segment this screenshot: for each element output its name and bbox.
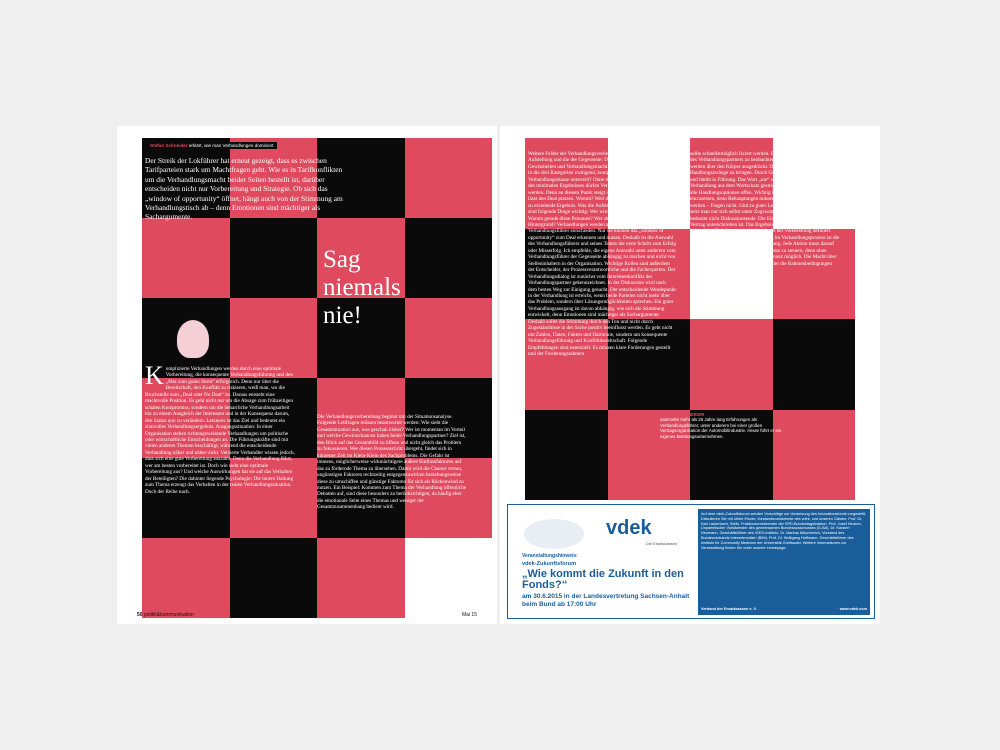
body-column-2: Die Verhandlungsvorbereitung beginnt mit der Situationsanalyse. Folgende Leitfragen müssen beantwortet werden: Wie sieht die Gesamtsituation aus, was geschah bisher? Wer ist momentan im Vorteil und welche Gewinnchancen haben beide Verhandlungspartner? Ziel ist, den Blick auf das Gesamtbild zu öffnen und nicht gleich das Problem zu fokussieren. Wer diesen Prozessschritt übergeht, findet sich in kürzester Zeit im Klein-Klein des Sachproblems. Die Gefahr ist immens, möglicherweise wirkmächtigere äußere Einflussfaktoren auf das zu fördernde Thema zu übersehen. Damit wird die Chance vertan, ungünstigen Faktoren rechtzeitig entgegenzuwirken beziehungsweise diese zu umschiffen und günstige Faktoren für sich als Rückenwind zu nutzen. Ein Beispiel: Kommen zum Thema der Verhandlung öffentliche Debatten auf, sind diese besonders zu berücksichtigen, da häufig eher die emotionale Seite eines Themas und weniger der Gesamtzusammenhang bedient wird.: [317, 414, 467, 511]
ad-date: am 30.6.2015 in der Landesvertretung Sachsen-Anhalt beim Bund ab 17:00 Uhr: [522, 593, 690, 608]
ad-title: „Wie kommt die Zukunft in den Fonds?“: [522, 568, 684, 591]
issue-label: Mai 15: [461, 612, 477, 618]
ad-left-panel: [516, 513, 696, 610]
vdek-advertisement: [507, 504, 875, 619]
byline: Stefan Schneider erklärt, wie man Verhandlungen dominiert: [147, 142, 277, 149]
ad-tag: Anzeige: [528, 494, 543, 499]
headline: Sag niemals nie!: [323, 246, 401, 329]
ad-footer-left: Verband der Ersatzkassen e. V.: [701, 607, 757, 612]
body-column-3: Weitere Felder der Verhandlungsvorbereitung sind die eigene Aufstellung und die der Gegenseite: Dazu gehören Motive, Gewissheiten und Verhandlungsmacht. Sind die Forderungen klar und in die drei Kategorien zwingend, kompromissfähig und reine Verhandlungsmasse unterteilt? Ohne die Definition des maximalen und des minimalen Ergebnisses dürfen Verhandlungen nicht begonnen werden. Denn an diesem Punkt steigt der Verhandlungsführer aus und lässt den Deal platzen. Warum? Weil der Status quo besser ist als das zu erzielende Ergebnis. Was die Aufstellung der Gegenseite angeht, sind folgende Dinge wichtig: Wer wird am Verhandlungstisch sitzen? Warum gerade diese Personen? Wer sitzt (als Entscheider) im Hintergrund? Verhandlungen werden am Ende immer durch die Verhandlungsführer entschieden. Nur sie können das „window of opportunity“ zum Deal erkennen und nutzen. Deshalb ist die Auswahl des Verhandlungsführers und seines Teams der erste Schritt zum Erfolg oder Misserfolg. Ich empfehle, die eigene Auswahl unter anderem vom Verhandlungsführer der Gegenseite abhängig zu machen und nicht von Stelleninhabern in der Organisation. Wichtige Rollen sind außerdem der Entscheider, der Prozessverantwortliche und die Fachexperten. Der Verhandlungsdialog ist zunächst vom Interessenkonflikt der Verhandlungspartner gekennzeichnet. In der Diskussion wird nach dem besten Weg zur Einigung gesucht. Der entscheidende Wendepunkt in der Verhandlung ist erreicht, wenn beide Parteien nicht mehr über das Problem, sondern über Lösungsmöglichkeiten sprechen. Ein guter Verhandlungsausgang ist davon abhängig, wie sich die Stimmung entwickelt, denn Emotionen sind mächtiger als Sachargumente. Deshalb sollte die Stimmung durch den Ton und nicht durch Zugeständnisse in der Sache positiv beeinflusst werden. Es geht nicht um Zahlen, Daten, Fakten und Harmonie, sondern um konsequente Verhandlungsführung und Konfliktbereitschaft. Folgende Empfehlungen sind essenziell: Es müssen klare Forderungen gestellt und der Forderungsrahmen: [528, 151, 676, 358]
ad-label: Veranstaltungshinweis:: [522, 553, 578, 559]
body-column-1: Komplizierte Verhandlungen werden durch eine optimale Vorbereitung, die konsequente Verhandlungsführung und den „Mut zum guten Streit“ erfolgreich. Denn nur über die Bereitschaft, den Konflikt zu riskieren, weiß man, wo die Bruchstelle zum „Deal oder No Deal“ ist. Daraus entsteht eine machtvolle Position. Es geht nicht nur um die Absage zum frühzeitigen schalen Kompromiss, sondern um die beharrliche Verhandlungsarbeit hin zu einem Ausgleich der Interessen und in der Konsequenz darum, den Status quo zu verändern. Letzteres ist das Ziel und bedeutet ein sinnvolles Verhandlungsergebnis. Ausgangssituation: In einer Organisation stehen richtungsweisende Verhandlungen um politische oder wirtschaftliche Entscheidungen an. Die Führungskräfte sind mit vielen anderen Themen beschäftigt, während die entscheidende Verhandlung näher und näher rückt. Versierte Verhandler wissen jedoch, dass sich eine gute Vorbereitung auszahlt. Denn die Verhandlung führt, wer am besten vorbereitet ist. Doch wie sieht eine optimale Vorbereitung aus? Und welche Auswirkungen hat sie auf das Verhalten der Beteiligten? Die dahinter liegende Psychologie: Die innere Haltung zum Thema erzeugt das Verhalten in der realen Verhandlungssituation. Doch der Reihe nach.: [145, 366, 295, 495]
vdek-logo-sub: Die Ersatzkassen: [646, 541, 678, 546]
ad-right-text: Auf dem vdek-Zukunftsforum werden Vorschläge zur Umsetzung des Innovationsfonds vorgestellt. Diskutieren Sie mit Ulrike Elsner, Vorstandsvorsitzende des vdek, und unseren Gästen: Prof. Dr. Karl Lauterbach, Stellv. Fraktionsvorsitzender der SPD-Bundestagsfraktion. Prof. Josef Hecken, Unparteiischer Vorsitzender des gemeinsamen Bundesausschusses (G-BA). Dr. Karsten Neumann, Geschäftsführer des IGES-Instituts. Dr. Markus Müschenich, Vorstand des Bundesverbands Internetmedizin (BIM). Prof. Dr. Wolfgang Hoffmann, Geschäftsführer des Instituts für Community Medicine der Universität Greifswald. Weitere Informationen zur Veranstaltung finden Sie unter unserer Homepage.: [701, 512, 867, 550]
right-page: [500, 126, 880, 624]
ad-right-panel: [698, 509, 870, 615]
left-page: [117, 126, 497, 624]
ad-forum: vdek-Zukunftsforum: [522, 561, 577, 567]
vdek-logo: vdek: [606, 517, 652, 539]
author-portrait-sketch: [176, 319, 210, 359]
lead-paragraph: Der Streik der Lokführer hat erneut gezeigt, dass es zwischen Tarifparteien stark um Machtfragen geht. Wie es in Tarifkonflikten um die Verhandlungsmacht beider Seiten bestellt ist, darüber entscheiden nicht nur Vorbereitung und Strategie. Ob sich das „window of opportunity“ öffnet, hängt auch von der Stimmung am Verhandlungstisch ab – denn Emotionen sind mächtiger als Sachargumente.: [145, 156, 343, 222]
page-footer: 50 politik&kommunikation: [137, 612, 194, 618]
ad-footer-right: www.vdek.com: [839, 607, 867, 612]
body-column-4: sollte schnellstmöglich fixiert werden. Es ist ratsam, die Körpersprache des Verhandlungspartners zu beobachten, denn 90 Prozent der Gefühle werden über den Körper ausgedrückt. Oberstes Gebot ist, sich nicht in Handlungszwänge zu bringen. Durch Geduld schafft man Spielräume und bleibt in Führung. Das Wort „nie“ sollte während einer Verhandlung aus dem Wortschatz gestrichen werden. Nur so bleiben alle Handlungsoptionen offen. Wichtig ist auch, immer die Fragetechnik einzusetzen, denn Behauptungen müssen im Zweifelsfall begründet werden – Fragen nicht. Und zu guter Letzt: Niemals drohen, denn damit setzt man nur sich selbst unter Zugzwang. Übrigens, Verhandlungsende bedeutet nicht Diskussionsende. Die Einigung ist erst perfekt, wenn der Vertrag unterschrieben ist. Das Ergebnis muss schließlich objektiv anhand des Ziels bewertet werden, das in der Vorbereitung definiert worden ist. Fazit: Konsequente Führung im Verhandlungsprozess ist die Grundlage jeder erfolgreichen Verhandlung. Jede Aktion muss darauf ausgerichtet sein, den Verhandlungsprozess zu steuern, denn ohne Steuerung und Kontrolle ist keine Dominanz möglich. Die Macht über die Verhandlung hat folglich derjenige, der die Rahmenbedingungen bestimmt und am besten vorbereitet ist.: [690, 151, 840, 274]
author-box: STEFAN SCHNEIDER sammelte mehr als 25 Jahre lang Erfahrungen als Verhandlungsführer, unter anderem bei einer großen Vertragsorganisation der Automobilindustrie. Heute führt er ein eigenes Beratungsunternehmen.: [660, 412, 782, 439]
